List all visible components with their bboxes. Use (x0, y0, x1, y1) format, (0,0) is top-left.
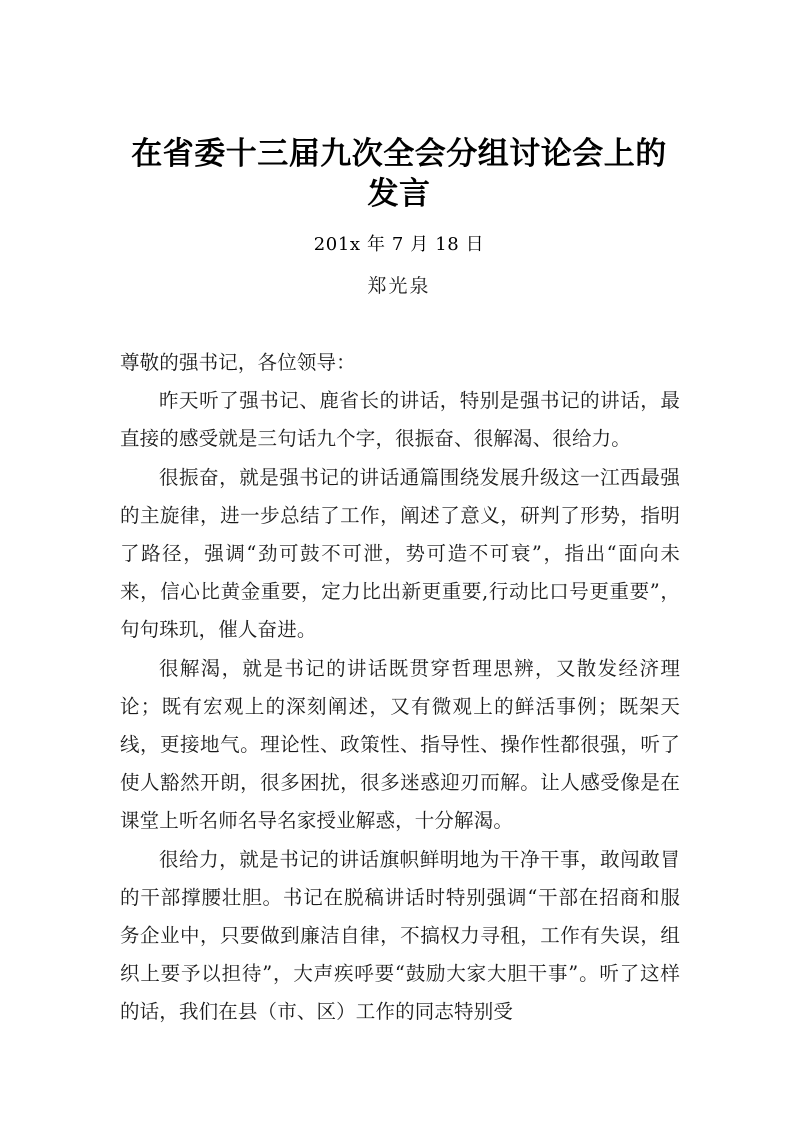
paragraph-4: 很给力，就是书记的讲话旗帜鲜明地为干净干事，敢闯敢冒的干部撑腰壮胆。书记在脱稿讲话时特别强调“干部在招商和服务企业中，只要做到廉洁自律，不搞权力寻租，工作有失误，组织上要予以担待”，大声疾呼要“鼓励大家大胆干事”。听了这样的话，我们在县（市、区）工作的同志特别受 (120, 847, 680, 1024)
paragraph-1: 昨天听了强书记、鹿省长的讲话，特别是强书记的讲话，最直接的感受就是三句话九个字，很振奋、很解渴、很给力。 (120, 389, 680, 451)
document-date: 201x 年 7 月 18 日 (313, 234, 485, 255)
document-body (120, 344, 680, 1032)
paragraph-3: 很解渴，就是书记的讲话既贯穿哲理思辨，又散发经济理论；既有宏观上的深刻阐述，又有微观上的鲜活事例；既架天线，更接地气。理论性、政策性、指导性、操作性都很强，听了使人豁然开朗，很多困扰，很多迷惑迎刃而解。让人感受像是在课堂上听名师名导名家授业解惑，十分解渴。 (120, 656, 680, 833)
paragraph-2: 很振奋，就是强书记的讲话通篇围绕发展升级这一江西最强的主旋律，进一步总结了工作，阐述了意义，研判了形势，指明了路径，强调“劲可鼓不可泄，势可造不可衰”，指出“面向未来，信心比黄金重要，定力比出新更重要,行动比口号更重要”，句句珠玑，催人奋进。 (120, 465, 680, 642)
paragraph-salutation: 尊敬的强书记，各位领导： (120, 351, 356, 374)
document-author: 郑光泉 (367, 275, 431, 297)
page-title: 在省委十三届九次全会分组讨论会上的发言 (131, 136, 667, 212)
